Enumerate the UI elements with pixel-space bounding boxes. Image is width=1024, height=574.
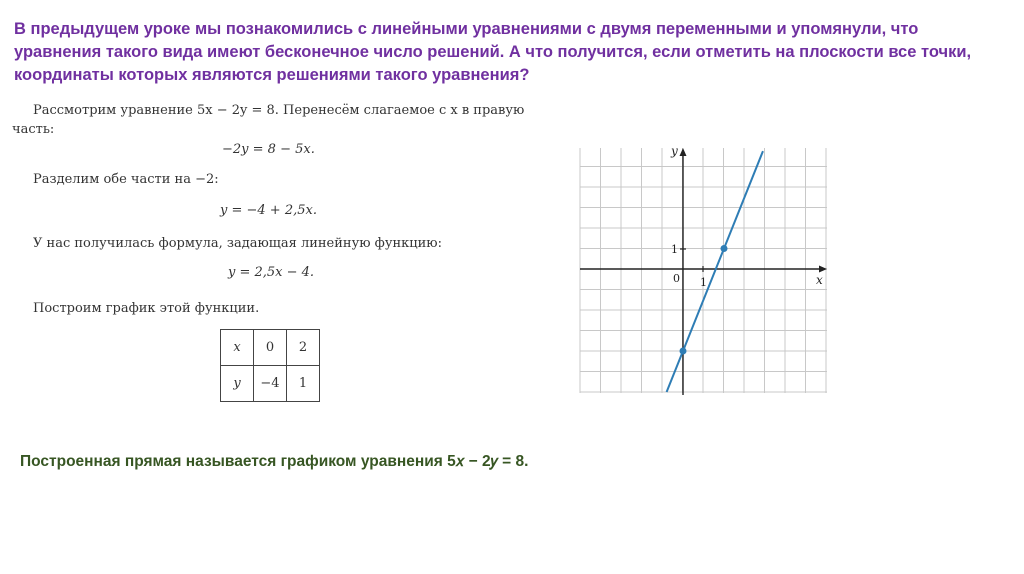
- table-row: [221, 330, 320, 366]
- table-cell: 0: [254, 330, 287, 366]
- x-axis-label: x: [816, 273, 823, 287]
- text-line-1b: часть:: [12, 122, 55, 137]
- text-line-3: У нас получилась формула, задающая линейную функцию:: [33, 236, 442, 251]
- text-line-4: Построим график этой функции.: [33, 301, 260, 316]
- table-cell: 1: [287, 366, 320, 402]
- plot-point: [721, 245, 728, 252]
- y-axis-label: y: [671, 144, 678, 158]
- equation-3: y = 2,5x − 4.: [228, 265, 315, 280]
- equation-2: y = −4 + 2,5x.: [220, 203, 317, 218]
- text-line-1: Рассмотрим уравнение 5x − 2y = 8. Перенесём слагаемое с x в правую: [33, 103, 525, 118]
- table-cell: −4: [254, 366, 287, 402]
- conclusion-text: Построенная прямая называется графиком уравнения 5𝑥 − 2𝑦 = 8.: [20, 453, 529, 470]
- table-cell: y: [221, 366, 254, 402]
- y-tick-label: 1: [671, 243, 678, 256]
- plot-point: [680, 348, 687, 355]
- intro-paragraph: В предыдущем уроке мы познакомились с линейными уравнениями с двумя переменными и упомянули, что уравнения такого вида имеют бесконечное число решений. А что получится, если отметить на плоскости все точки, координаты которых являются решениями такого уравнения?: [14, 20, 972, 84]
- function-graph: [570, 140, 840, 400]
- table-cell: 2: [287, 330, 320, 366]
- origin-label: 0: [673, 272, 680, 285]
- table-row: [221, 366, 320, 402]
- equation-1: −2y = 8 − 5x.: [222, 142, 315, 157]
- text-line-2: Разделим обе части на −2:: [33, 172, 219, 187]
- table-cell: x: [221, 330, 254, 366]
- x-tick-label: 1: [700, 276, 707, 289]
- values-table: [220, 329, 320, 402]
- y-axis-arrow-icon: [680, 148, 687, 156]
